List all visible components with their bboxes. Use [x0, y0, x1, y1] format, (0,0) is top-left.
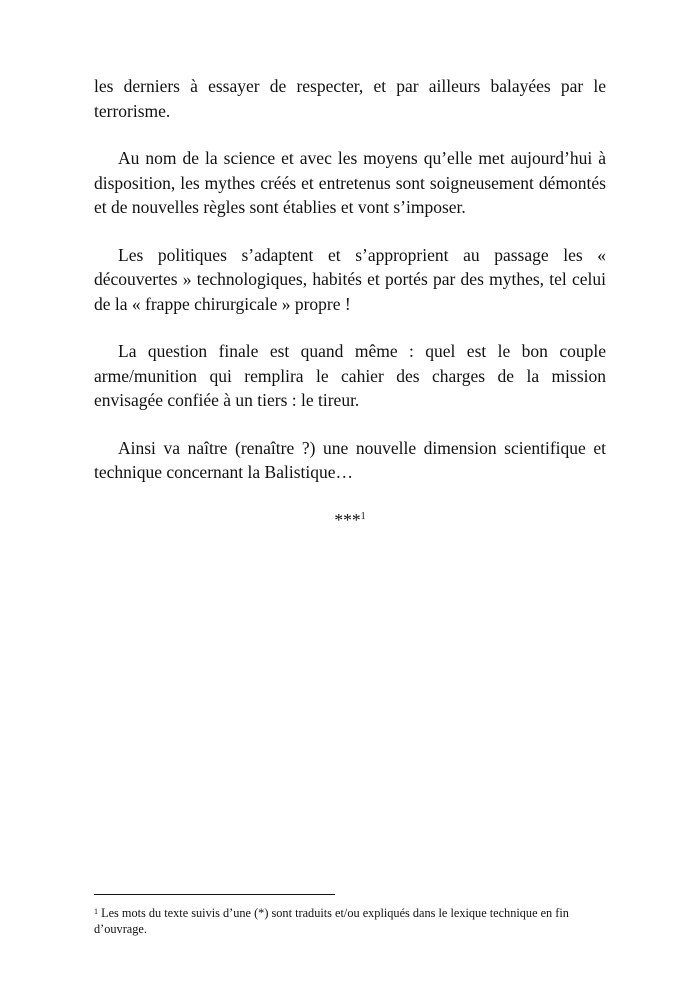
paragraph-continuation: les derniers à essayer de respecter, et par ailleurs balayées par le terrorisme. — [94, 76, 606, 121]
section-separator — [94, 508, 606, 532]
footnote — [94, 905, 606, 937]
paragraph-politiques: Les politiques s’adaptent et s’approprient au passage les « découvertes » technologiques, habités et portés par des mythes, tel celui de la « frappe chirurgicale » propre ! — [94, 244, 606, 314]
footnote-divider — [94, 894, 335, 895]
footnote-text: Les mots du texte suivis d’une (*) sont traduits et/ou expliqués dans le lexique technique en fin d’ouvrage. — [94, 906, 569, 936]
paragraph-science: Au nom de la science et avec les moyens qu’elle met aujourd’hui à disposition, les mythes créés et entretenus sont soigneusement démontés et de nouvelles règles sont établies et vont s’imposer. — [94, 148, 606, 217]
paragraph-question: La question finale est quand même : quel est le bon couple arme/munition qui remplira le cahier des charges de la mission envisagée confiée à un tiers : le tireur. — [94, 341, 606, 410]
body-text — [94, 74, 606, 532]
paragraph-balistique: Ainsi va naître (renaître ?) une nouvelle dimension scientifique et technique concernant la Balistique… — [94, 437, 606, 482]
footnote-number: 1 — [94, 907, 98, 916]
footnote-reference[interactable]: 1 — [360, 510, 366, 522]
separator-asterisks: *** — [334, 509, 361, 530]
